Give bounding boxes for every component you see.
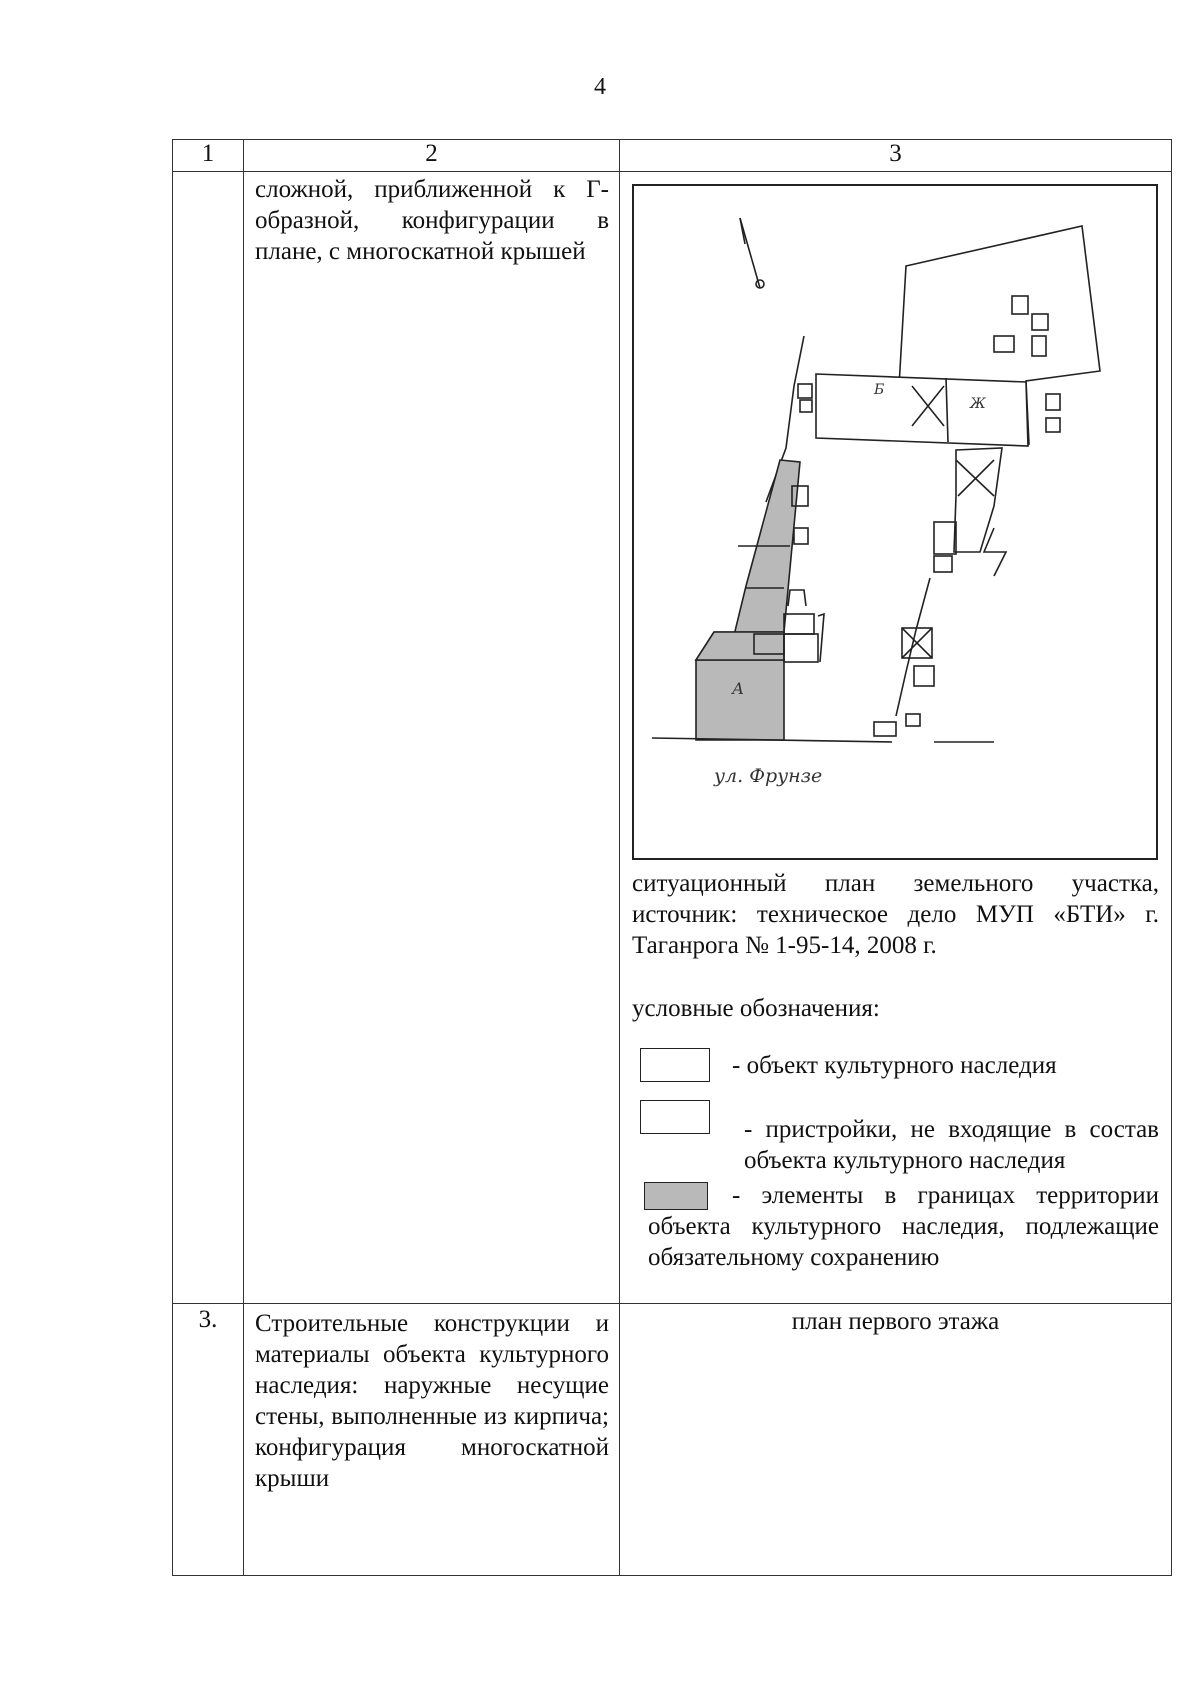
header-col-1: 1	[173, 140, 244, 172]
row2-description-cell	[244, 172, 620, 1304]
map-caption: ситуационный план земельного участка, источник: техническое дело МУП «БТИ» г. Таганрога № 1-95-14, 2008 г.	[632, 870, 1159, 959]
row3-number: 3.	[173, 1304, 244, 1576]
legend-text-annex: - пристройки, не входящие в состав объекта культурного наследия	[744, 1116, 1159, 1174]
lit-b-label: Б	[874, 382, 885, 398]
street-label: ул. Фрунзе	[714, 765, 823, 787]
row-continuation	[173, 172, 1172, 1304]
legend-swatch-outline	[640, 1048, 710, 1082]
legend-item-heritage	[620, 1048, 1171, 1084]
legend-swatch-gray	[644, 1182, 708, 1210]
legend-text-heritage: - объект культурного наследия	[732, 1052, 1057, 1079]
heritage-building-fill	[696, 660, 784, 740]
page-number: 4	[594, 74, 606, 100]
floor-plan-title: план первого этажа	[791, 1308, 1000, 1335]
row2-number	[173, 172, 244, 1304]
header-row	[173, 140, 1172, 172]
row-3	[173, 1304, 1172, 1576]
row2-description: сложной, приближенной к Г-образной, конфигурации в плане, с многоскатной крышей	[255, 176, 609, 265]
lit-a-label: А	[732, 679, 745, 698]
header-col-3: 3	[620, 140, 1172, 172]
header-col-2: 2	[244, 140, 620, 172]
north-arrow-icon	[740, 218, 760, 288]
row3-illustration-cell	[620, 1304, 1172, 1576]
site-plan-image	[632, 184, 1158, 860]
row2-illustration-cell	[620, 172, 1172, 1304]
row3-description-cell	[244, 1304, 620, 1576]
legend-swatch-outline-annex	[640, 1100, 710, 1134]
content-table	[172, 139, 1172, 1576]
legend-text-preserved: - элементы в границах территории объекта культурного наследия, подлежащие обязательному сохранению	[648, 1182, 1159, 1271]
legend-title: условные обозначения:	[632, 995, 880, 1022]
row3-description: Строительные конструкции и материалы объекта культурного наследия: наружные несущие стены, выполненные из кирпича; конфигурация многоскатной крыши	[255, 1310, 609, 1492]
legend-item-preserved	[620, 1180, 1171, 1303]
site-plan-drawing	[634, 186, 1156, 858]
lit-zh-label: Ж	[970, 396, 986, 412]
legend-item-annex	[620, 1100, 1171, 1176]
